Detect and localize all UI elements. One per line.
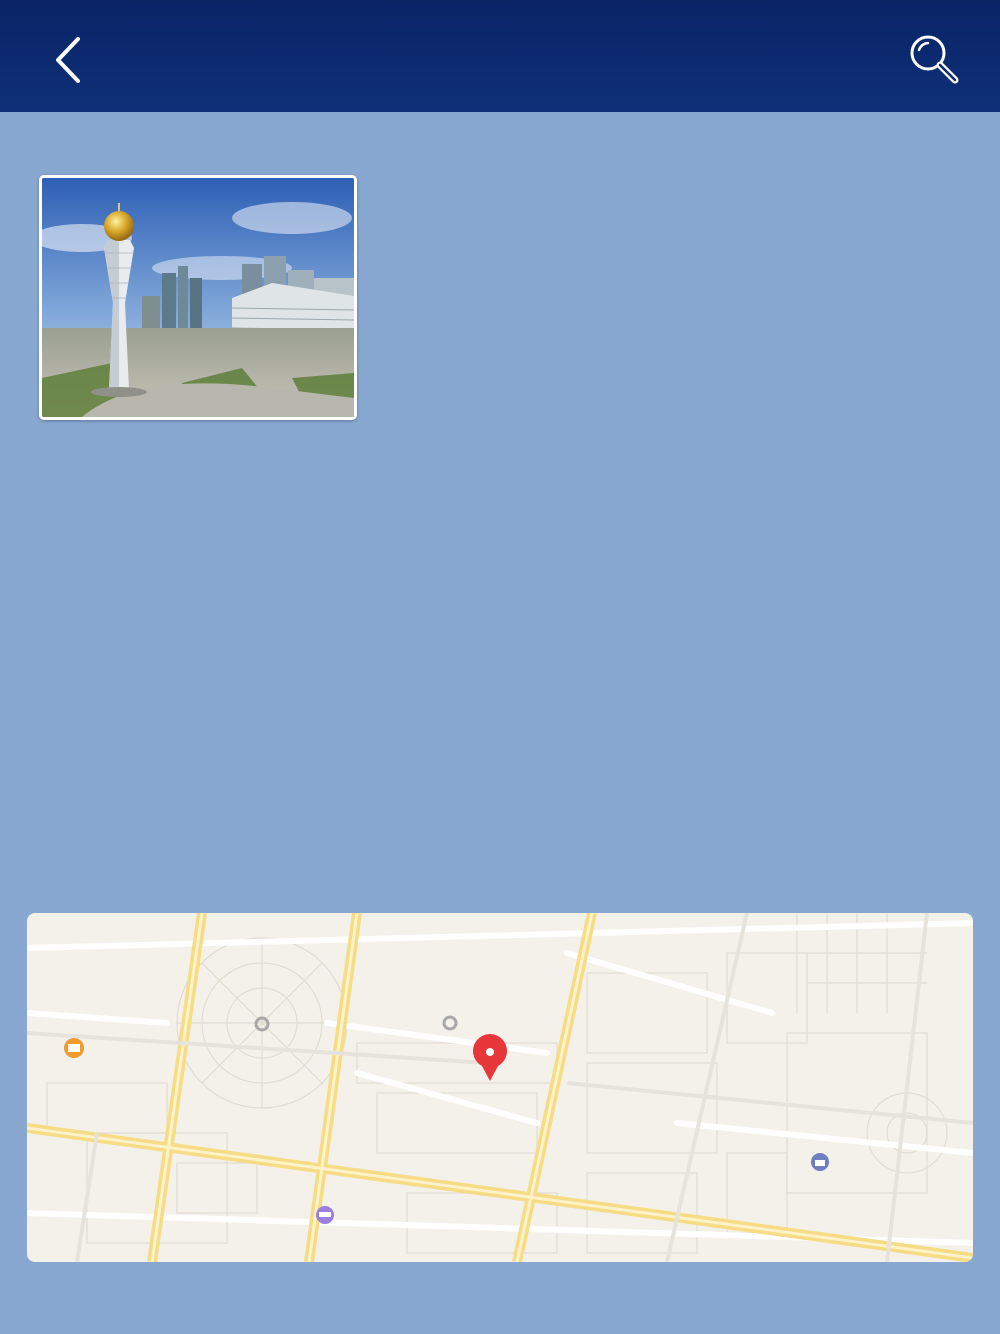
- search-button[interactable]: [903, 30, 965, 90]
- nav-bar: [0, 0, 1000, 130]
- bayterek-marker: [256, 1018, 268, 1030]
- chevron-left-icon: [50, 35, 84, 85]
- back-button[interactable]: [42, 30, 92, 90]
- map-markers: [27, 913, 973, 1262]
- search-icon: [903, 30, 965, 90]
- description-text: [33, 459, 963, 884]
- location-pin-icon[interactable]: [473, 1034, 507, 1081]
- baiterek-tower-photo: [42, 178, 354, 417]
- pension-fund-marker: [444, 1017, 456, 1029]
- nav-bar-background: [0, 0, 1000, 130]
- footer-wave: [0, 1270, 1000, 1334]
- place-photo: [39, 175, 357, 420]
- bed-icon: [319, 1212, 331, 1217]
- location-map[interactable]: [27, 913, 973, 1262]
- shopping-bag-icon: [68, 1044, 80, 1052]
- landmark-icon: [815, 1160, 825, 1166]
